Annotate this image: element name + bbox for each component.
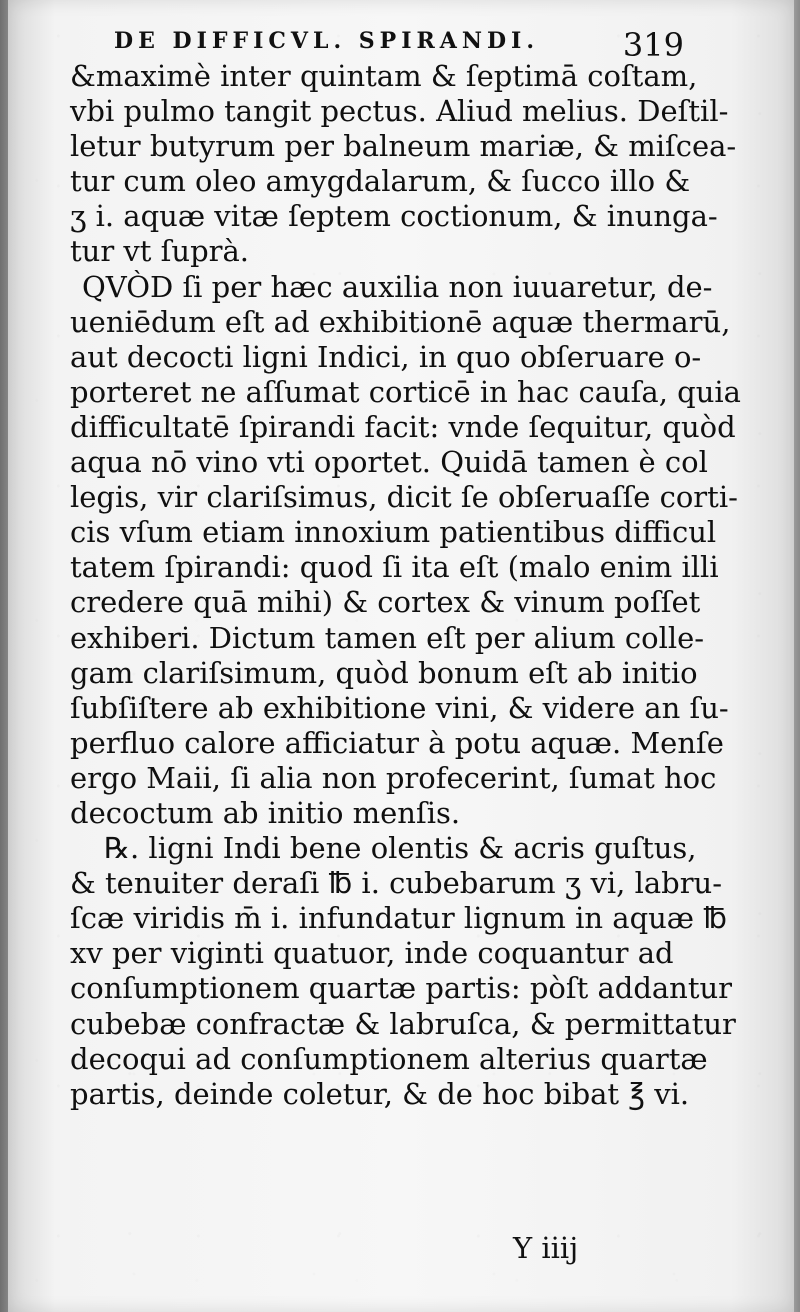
recipe-start-line: ℞. ligni Indi bene olentis & acris guſtus, [104,831,697,866]
text-line: ſubſiſtere ab exhibitione vini, & videre an ſu- [70,690,729,725]
text-line: ergo Maii, ſi alia non profecerint, ſumat hoc [70,760,717,795]
text-line: & tenuiter deraſi ℔ i. cubebarum ʒ vi, labru- [70,866,723,901]
text-line: credere quā mihi) & cortex & vinum poſſet [70,585,701,620]
text-line: difficultatē ſpirandi facit: vnde ſequitur, quòd [70,409,736,444]
text-line: partis, deinde coletur, & de hoc bibat ℥ vi. [70,1076,690,1111]
text-line: perfluo calore afficiatur à potu aquæ. Menſe [70,725,724,760]
text-line: aut decocti ligni Indici, in quo obſeruare o- [70,339,702,374]
text-line: tatem ſpirandi: quod ſi ita eſt (malo enim illi [70,550,719,585]
text-line: aqua nō vino vti oportet. Quidā tamen è col [70,445,708,480]
text-line: cubebæ confractæ & labruſca, & permittatur [70,1006,736,1041]
signature-mark: Y iiij [513,1231,579,1265]
text-line: vbi pulmo tangit pectus. Aliud melius. Deſtil- [70,94,729,129]
text-line: decoctum ab initio menſis. [70,795,461,830]
text-line: exhiberi. Dictum tamen eſt per alium colle- [70,620,705,655]
latin-text-block [70,59,741,1112]
page-number: 319 [622,26,684,64]
text-line: gam clariſsimum, quòd bonum eſt ab initio [70,655,698,690]
text-line: ʒ i. aquæ vitæ ſeptem coctionum, & inunga- [70,199,718,234]
page-header [114,28,684,62]
text-line: decoqui ad conſumptionem alterius quartæ [70,1041,708,1076]
text-line: ueniēdum eſt ad exhibitionē aquæ thermarū, [70,304,731,339]
text-line: tur vt ſuprà. [70,234,250,269]
text-line: tur cum oleo amygdalarum, & ſucco illo & [70,164,691,199]
running-head: DE DIFFICVL. SPIRANDI. [114,28,539,54]
text-line: ſcæ viridis m̄ i. infundatur lignum in aquæ ℔ [70,901,728,936]
text-line: letur butyrum per balneum mariæ, & miſcea- [70,129,737,164]
text-line: legis, vir clariſsimus, dicit ſe obſeruaſſe corti- [70,480,738,515]
text-line: porteret ne aſſumat corticē in hac cauſa, quia [70,374,741,409]
text-line: cis vſum etiam innoxium patientibus difficul [70,515,717,550]
text-line: xv per viginti quatuor, inde coquantur ad [70,936,674,971]
book-page [8,0,794,1312]
text-line: &maximè inter quintam & ſeptimā coſtam, [70,59,698,93]
paragraph-start-line: QVÒD ſi per hæc auxilia non iuuaretur, de- [82,269,713,304]
text-line: conſumptionem quartæ partis: pòſt addantur [70,971,733,1006]
